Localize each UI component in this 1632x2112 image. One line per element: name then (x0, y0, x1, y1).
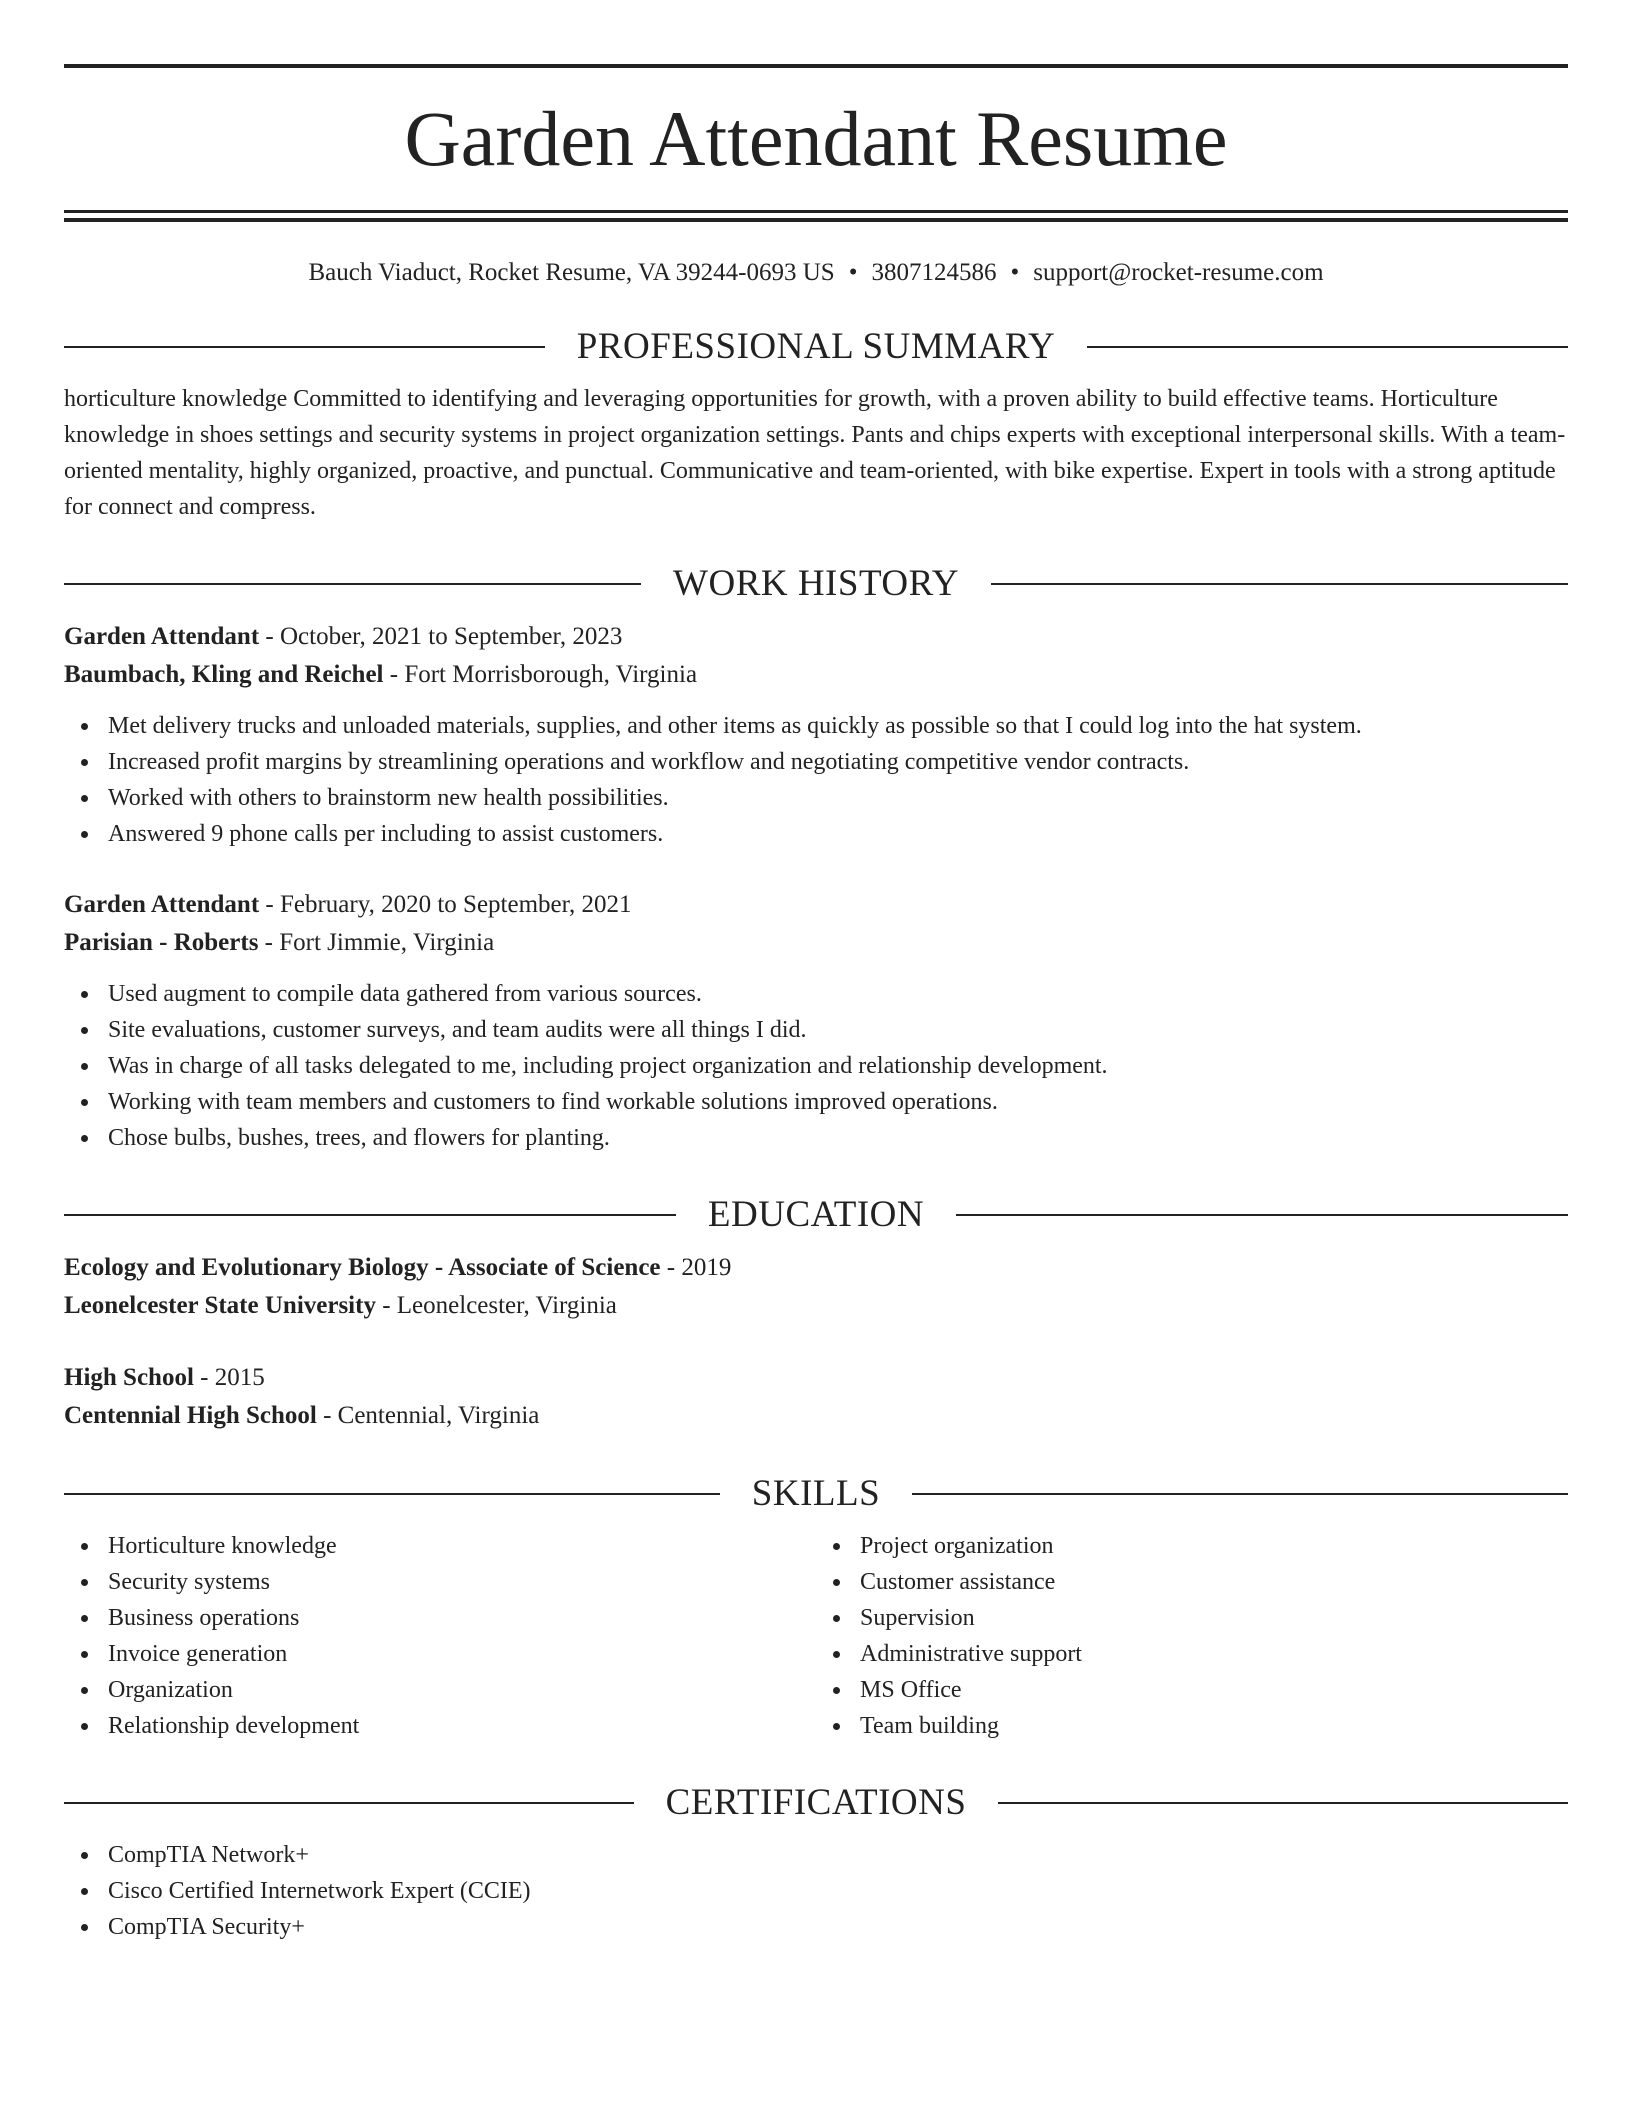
title-double-rule (64, 210, 1568, 222)
skills-grid (64, 1528, 1568, 1744)
contact-separator: • (848, 259, 858, 286)
skill-item: Administrative support (816, 1636, 1568, 1672)
skill-item: Horticulture knowledge (64, 1528, 816, 1564)
degree-name: Ecology and Evolutionary Biology - Associate of Science (64, 1254, 661, 1281)
job-bullets (64, 708, 1568, 852)
job-company-line (64, 656, 1568, 694)
job-entry (64, 618, 1568, 852)
skill-item: MS Office (816, 1672, 1568, 1708)
job-bullet: Site evaluations, customer surveys, and team audits were all things I did. (64, 1012, 1568, 1048)
certifications-heading (64, 1784, 1568, 1821)
skill-item: Security systems (64, 1564, 816, 1600)
skills-list-left (64, 1528, 816, 1744)
skills-list-right (816, 1528, 1568, 1744)
job-dates: - February, 2020 to September, 2021 (259, 891, 632, 918)
job-dates: - October, 2021 to September, 2023 (259, 623, 623, 650)
skill-item: Customer assistance (816, 1564, 1568, 1600)
job-entry (64, 886, 1568, 1156)
skills-heading (64, 1475, 1568, 1512)
skills-heading-label: SKILLS (751, 1473, 881, 1514)
contact-address: Bauch Viaduct, Rocket Resume, VA 39244-0693 US (308, 259, 835, 286)
school-name: Leonelcester State University (64, 1292, 376, 1319)
job-company: Baumbach, Kling and Reichel (64, 661, 384, 688)
certification-item: Cisco Certified Internetwork Expert (CCIE) (64, 1873, 1568, 1909)
contact-phone: 3807124586 (871, 259, 997, 286)
skill-item: Project organization (816, 1528, 1568, 1564)
skill-item: Business operations (64, 1600, 816, 1636)
contact-separator: • (1010, 259, 1020, 286)
job-bullet: Used augment to compile data gathered from various sources. (64, 976, 1568, 1012)
heading-rule-left (64, 1493, 720, 1495)
heading-rule-left (64, 1802, 634, 1804)
certification-item: CompTIA Network+ (64, 1837, 1568, 1873)
heading-rule-left (64, 1214, 676, 1216)
job-bullet: Was in charge of all tasks delegated to me, including project organization and relationship development. (64, 1048, 1568, 1084)
degree-year: - 2015 (193, 1364, 265, 1391)
job-title: Garden Attendant (64, 891, 260, 918)
education-entry (64, 1359, 1568, 1435)
work-heading-label: WORK HISTORY (673, 563, 959, 604)
top-rule (64, 64, 1568, 68)
job-bullet: Chose bulbs, bushes, trees, and flowers for planting. (64, 1120, 1568, 1156)
job-title: Garden Attendant (64, 623, 260, 650)
job-title-line (64, 618, 1568, 656)
heading-rule-left (64, 346, 545, 348)
job-bullet: Increased profit margins by streamlining operations and workflow and negotiating competitive vendor contracts. (64, 744, 1568, 780)
contact-line (64, 258, 1568, 288)
skill-item: Relationship development (64, 1708, 816, 1744)
contact-email: support@rocket-resume.com (1033, 259, 1324, 286)
degree-year: - 2019 (660, 1254, 732, 1281)
degree-line (64, 1249, 1568, 1287)
heading-rule-right (991, 583, 1568, 585)
heading-rule-left (64, 583, 641, 585)
school-line (64, 1397, 1568, 1435)
job-title-line (64, 886, 1568, 924)
job-location: - Fort Morrisborough, Virginia (383, 661, 698, 688)
job-bullet: Met delivery trucks and unloaded materials, supplies, and other items as quickly as possible so that I could log into the hat system. (64, 708, 1568, 744)
school-location: - Leonelcester, Virginia (375, 1292, 617, 1319)
heading-rule-right (998, 1802, 1568, 1804)
certifications-heading-label: CERTIFICATIONS (665, 1782, 967, 1823)
skill-item: Invoice generation (64, 1636, 816, 1672)
heading-rule-right (912, 1493, 1568, 1495)
summary-heading-label: PROFESSIONAL SUMMARY (576, 326, 1056, 367)
degree-name: High School (64, 1364, 194, 1391)
skill-item: Team building (816, 1708, 1568, 1744)
job-bullet: Worked with others to brainstorm new health possibilities. (64, 780, 1568, 816)
job-location: - Fort Jimmie, Virginia (258, 929, 495, 956)
job-bullets (64, 976, 1568, 1156)
resume-title: Garden Attendant Resume (404, 95, 1228, 182)
education-heading-label: EDUCATION (707, 1194, 925, 1235)
job-bullet: Answered 9 phone calls per including to assist customers. (64, 816, 1568, 852)
summary-text: horticulture knowledge Committed to identifying and leveraging opportunities for growth, with a proven ability to build effective teams. Horticulture knowledge in shoes settings and security systems in project organization settings. Pants and chips experts with exceptional interpersonal skills. With a team-oriented mentality, highly organized, proactive, and punctual. Communicative and team-oriented, with bike expertise. Expert in tools with a strong aptitude for connect and compress. (64, 386, 1566, 520)
school-location: - Centennial, Virginia (316, 1402, 540, 1429)
education-heading (64, 1196, 1568, 1233)
certifications-list (64, 1837, 1568, 1945)
job-company: Parisian - Roberts (64, 929, 259, 956)
work-heading (64, 565, 1568, 602)
summary-heading (64, 328, 1568, 365)
heading-rule-right (956, 1214, 1568, 1216)
education-entry (64, 1249, 1568, 1325)
certification-item: CompTIA Security+ (64, 1909, 1568, 1945)
skill-item: Supervision (816, 1600, 1568, 1636)
heading-rule-right (1087, 346, 1568, 348)
school-line (64, 1287, 1568, 1325)
school-name: Centennial High School (64, 1402, 317, 1429)
degree-line (64, 1359, 1568, 1397)
job-company-line (64, 924, 1568, 962)
job-bullet: Working with team members and customers to find workable solutions improved operations. (64, 1084, 1568, 1120)
skill-item: Organization (64, 1672, 816, 1708)
